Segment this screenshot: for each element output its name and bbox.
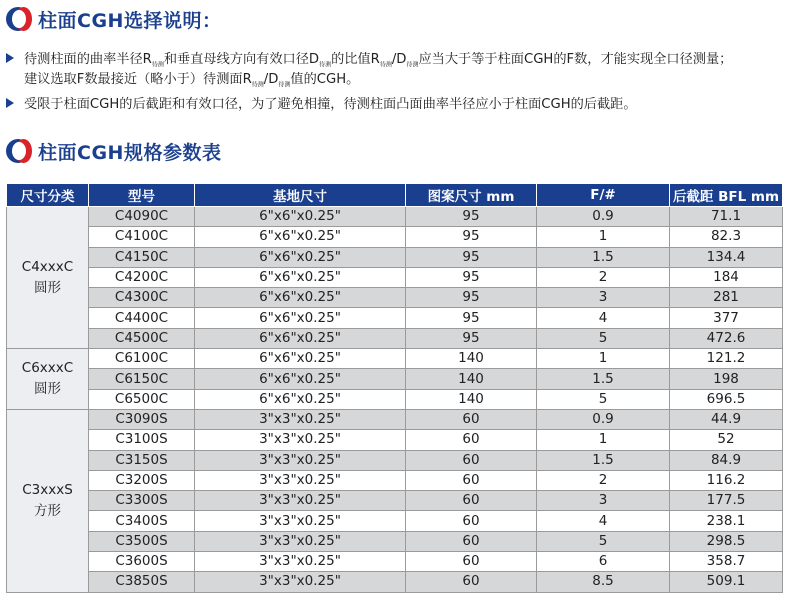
f-number-cell: 8.5 [537, 572, 670, 592]
f-number-cell: 6 [537, 552, 670, 572]
bullet-bfl-rule [6, 95, 637, 115]
f-number-cell: 5 [537, 531, 670, 551]
model-cell: C4200C [89, 267, 195, 287]
subscript-label: 待测 [151, 61, 164, 69]
model-cell: C4150C [89, 247, 195, 267]
f-number-cell: 4 [537, 308, 670, 328]
bfl-cell: 177.5 [670, 491, 783, 511]
category-shape: 方形 [34, 502, 61, 519]
table-row [7, 369, 783, 389]
substrate-size-cell: 3"x3"x0.25" [195, 511, 406, 531]
section-heading-spec [6, 137, 221, 165]
pattern-size-cell: 60 [406, 552, 537, 572]
bfl-cell: 198 [670, 369, 783, 389]
table-row [7, 409, 783, 429]
table-row [7, 308, 783, 328]
model-cell: C3600S [89, 552, 195, 572]
model-cell: C3150S [89, 450, 195, 470]
bfl-cell: 84.9 [670, 450, 783, 470]
bfl-cell: 509.1 [670, 572, 783, 592]
size-category-cell [7, 207, 89, 349]
f-number-cell: 3 [537, 288, 670, 308]
bfl-cell: 358.7 [670, 552, 783, 572]
table-row [7, 531, 783, 551]
table-row [7, 288, 783, 308]
column-header: 图案尺寸 mm [406, 184, 537, 207]
pattern-size-cell: 60 [406, 491, 537, 511]
bullet-text: 的比值R [331, 52, 380, 67]
bullet-fnumber-rule [6, 50, 732, 90]
substrate-size-cell: 3"x3"x0.25" [195, 450, 406, 470]
substrate-size-cell: 6"x6"x0.25" [195, 267, 406, 287]
substrate-size-cell: 6"x6"x0.25" [195, 349, 406, 369]
pattern-size-cell: 60 [406, 409, 537, 429]
bfl-cell: 298.5 [670, 531, 783, 551]
column-header: 尺寸分类 [7, 184, 89, 207]
table-row [7, 552, 783, 572]
table-row [7, 247, 783, 267]
column-header: 基地尺寸 [195, 184, 406, 207]
category-code: C6xxxC [21, 360, 74, 377]
pattern-size-cell: 60 [406, 531, 537, 551]
pattern-size-cell: 140 [406, 349, 537, 369]
pattern-size-cell: 60 [406, 511, 537, 531]
model-cell: C6100C [89, 349, 195, 369]
bfl-cell: 71.1 [670, 207, 783, 227]
f-number-cell: 5 [537, 328, 670, 348]
table-row [7, 328, 783, 348]
f-number-cell: 1.5 [537, 247, 670, 267]
brand-logo-icon [6, 138, 32, 164]
subscript-label: 待测 [319, 61, 332, 69]
bfl-cell: 472.6 [670, 328, 783, 348]
f-number-cell: 1 [537, 227, 670, 247]
pattern-size-cell: 95 [406, 267, 537, 287]
table-row [7, 491, 783, 511]
bfl-cell: 116.2 [670, 470, 783, 490]
substrate-size-cell: 3"x3"x0.25" [195, 409, 406, 429]
bfl-cell: 377 [670, 308, 783, 328]
bfl-cell: 52 [670, 430, 783, 450]
table-row [7, 511, 783, 531]
table-row [7, 349, 783, 369]
model-cell: C3300S [89, 491, 195, 511]
table-row [7, 430, 783, 450]
substrate-size-cell: 3"x3"x0.25" [195, 531, 406, 551]
model-cell: C3500S [89, 531, 195, 551]
f-number-cell: 1 [537, 430, 670, 450]
triangle-bullet-icon [6, 53, 14, 63]
bfl-cell: 281 [670, 288, 783, 308]
bfl-cell: 184 [670, 267, 783, 287]
pattern-size-cell: 60 [406, 450, 537, 470]
model-cell: C6150C [89, 369, 195, 389]
f-number-cell: 1.5 [537, 450, 670, 470]
substrate-size-cell: 3"x3"x0.25" [195, 491, 406, 511]
subscript-label: 待测 [406, 61, 419, 69]
table-body [7, 207, 783, 593]
table-row [7, 207, 783, 227]
pattern-size-cell: 140 [406, 369, 537, 389]
category-code: C4xxxC [21, 258, 74, 275]
substrate-size-cell: 6"x6"x0.25" [195, 288, 406, 308]
f-number-cell: 2 [537, 267, 670, 287]
table-row [7, 450, 783, 470]
substrate-size-cell: 6"x6"x0.25" [195, 308, 406, 328]
model-cell: C4090C [89, 207, 195, 227]
table-row [7, 572, 783, 592]
f-number-cell: 1.5 [537, 369, 670, 389]
substrate-size-cell: 3"x3"x0.25" [195, 552, 406, 572]
bfl-cell: 44.9 [670, 409, 783, 429]
f-number-cell: 1 [537, 349, 670, 369]
subscript-label: 待测 [251, 81, 264, 89]
substrate-size-cell: 6"x6"x0.25" [195, 247, 406, 267]
bullet-text: /D [263, 72, 279, 87]
f-number-cell: 3 [537, 491, 670, 511]
pattern-size-cell: 140 [406, 389, 537, 409]
bfl-cell: 238.1 [670, 511, 783, 531]
model-cell: C3850S [89, 572, 195, 592]
substrate-size-cell: 6"x6"x0.25" [195, 369, 406, 389]
table-header-row [7, 184, 783, 207]
bullet-text: 应当大于等于柱面CGH的F数，才能实现全口径测量； [418, 52, 733, 67]
table-row [7, 389, 783, 409]
pattern-size-cell: 60 [406, 430, 537, 450]
substrate-size-cell: 6"x6"x0.25" [195, 227, 406, 247]
bfl-cell: 696.5 [670, 389, 783, 409]
bfl-cell: 82.3 [670, 227, 783, 247]
section-title-spec: 柱面CGH规格参数表 [38, 141, 222, 164]
model-cell: C3100S [89, 430, 195, 450]
subscript-label: 待测 [278, 81, 291, 89]
model-cell: C3400S [89, 511, 195, 531]
model-cell: C4500C [89, 328, 195, 348]
substrate-size-cell: 6"x6"x0.25" [195, 389, 406, 409]
substrate-size-cell: 6"x6"x0.25" [195, 328, 406, 348]
pattern-size-cell: 95 [406, 308, 537, 328]
model-cell: C6500C [89, 389, 195, 409]
model-cell: C4400C [89, 308, 195, 328]
f-number-cell: 0.9 [537, 409, 670, 429]
model-cell: C3090S [89, 409, 195, 429]
size-category-cell [7, 409, 89, 592]
f-number-cell: 0.9 [537, 207, 670, 227]
bfl-cell: 134.4 [670, 247, 783, 267]
substrate-size-cell: 6"x6"x0.25" [195, 207, 406, 227]
substrate-size-cell: 3"x3"x0.25" [195, 430, 406, 450]
section-title-selection: 柱面CGH选择说明： [38, 9, 222, 32]
category-shape: 圆形 [34, 381, 61, 398]
pattern-size-cell: 95 [406, 288, 537, 308]
bfl-cell: 121.2 [670, 349, 783, 369]
pattern-size-cell: 95 [406, 227, 537, 247]
section-heading-selection [6, 5, 221, 33]
spec-table [6, 183, 783, 593]
bullet-text: /D [391, 52, 407, 67]
column-header: 后截距 BFL mm [670, 184, 783, 207]
substrate-size-cell: 3"x3"x0.25" [195, 572, 406, 592]
pattern-size-cell: 95 [406, 328, 537, 348]
pattern-size-cell: 95 [406, 247, 537, 267]
category-code: C3xxxS [22, 481, 73, 498]
table-row [7, 227, 783, 247]
model-cell: C4300C [89, 288, 195, 308]
bullet-text: 和垂直母线方向有效口径D [163, 52, 320, 67]
triangle-bullet-icon [6, 98, 14, 108]
bullet-text: 受限于柱面CGH的后截距和有效口径，为了避免相撞，待测柱面凸面曲率半径应小于柱面CGH的后截距。 [24, 97, 637, 112]
model-cell: C4100C [89, 227, 195, 247]
brand-logo-icon [6, 6, 32, 32]
bullet-text: 待测柱面的曲率半径R [24, 52, 152, 67]
pattern-size-cell: 95 [406, 207, 537, 227]
size-category-cell [7, 349, 89, 410]
pattern-size-cell: 60 [406, 470, 537, 490]
substrate-size-cell: 3"x3"x0.25" [195, 470, 406, 490]
table-row [7, 470, 783, 490]
bullet-text: 值的CGH。 [290, 72, 360, 87]
f-number-cell: 5 [537, 389, 670, 409]
bullet-text: 建议选取F数最接近（略小于）待测面R [24, 72, 252, 87]
f-number-cell: 4 [537, 511, 670, 531]
f-number-cell: 2 [537, 470, 670, 490]
table-row [7, 267, 783, 287]
column-header: 型号 [89, 184, 195, 207]
pattern-size-cell: 60 [406, 572, 537, 592]
column-header: F/# [537, 184, 670, 207]
subscript-label: 待测 [379, 61, 392, 69]
category-shape: 圆形 [34, 279, 61, 296]
model-cell: C3200S [89, 470, 195, 490]
